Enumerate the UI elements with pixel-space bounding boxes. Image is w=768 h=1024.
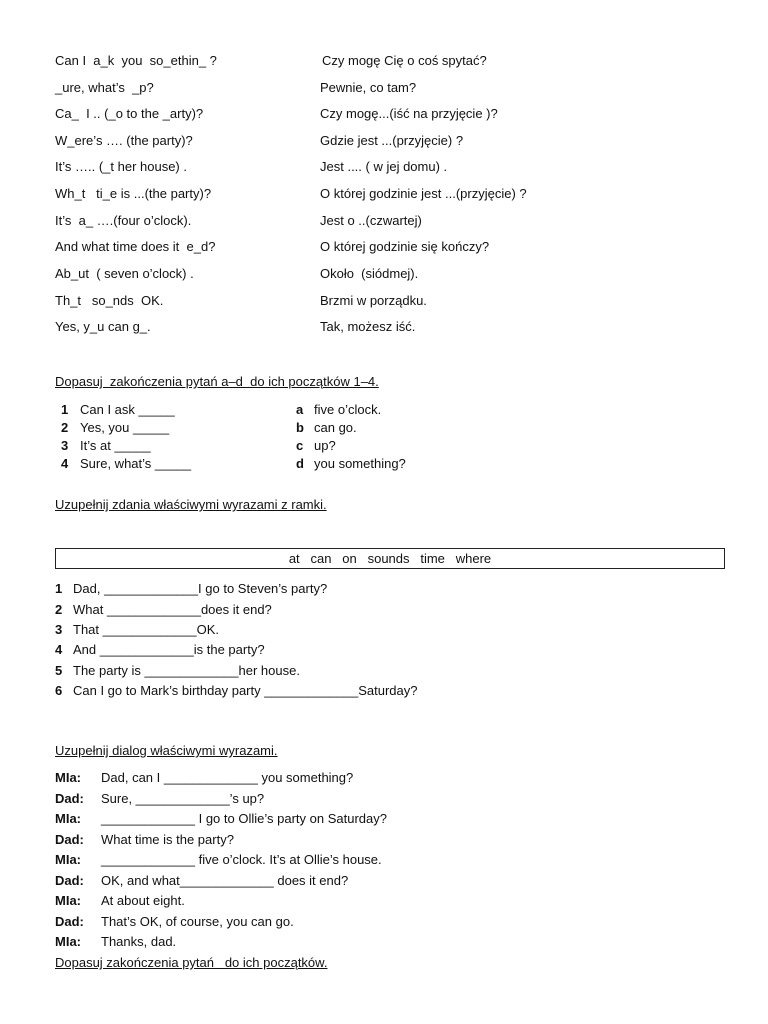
dialog-line: Thanks, dad. [101, 934, 177, 949]
matching-start: Can I ask _____ [80, 402, 175, 417]
section-heading-matching: Dopasuj zakończenia pytań a–d do ich początków 1–4. [55, 374, 379, 389]
item-number: 3 [61, 438, 69, 453]
phrase-pl: Jest .... ( w jej domu) . [320, 159, 448, 174]
matching-start: Yes, you _____ [80, 420, 170, 435]
phrase-pl: O której godzinie jest ...(przyjęcie) ? [320, 186, 527, 201]
phrase-en: Ab_ut ( seven o’clock) . [55, 266, 194, 281]
speaker-label: MIa: [55, 934, 81, 949]
item-letter: a [296, 402, 304, 417]
phrase-pl: Jest o ..(czwartej) [320, 213, 422, 228]
speaker-label: Dad: [55, 914, 84, 929]
phrase-en: Wh_t ti_e is ...(the party)? [55, 186, 212, 201]
item-number: 1 [61, 402, 69, 417]
dialog-line: At about eight. [101, 893, 185, 908]
section-heading-dialog: Uzupełnij dialog właściwymi wyrazami. [55, 743, 278, 758]
dialog-line: Sure, _____________’s up? [101, 791, 265, 806]
fill-sentence: Can I go to Mark’s birthday party _____________Saturday? [73, 683, 418, 698]
phrase-pl: Tak, możesz iść. [320, 319, 416, 334]
matching-start: Sure, what’s _____ [80, 456, 192, 471]
speaker-label: Dad: [55, 832, 84, 847]
dialog-line: _____________ five o’clock. It’s at Ollie’s house. [101, 852, 382, 867]
item-letter: d [296, 456, 304, 471]
speaker-label: MIa: [55, 770, 81, 785]
phrase-pl: Około (siódmej). [320, 266, 419, 281]
fill-sentence: That _____________OK. [73, 622, 220, 637]
fill-sentence: Dad, _____________I go to Steven’s party? [73, 581, 328, 596]
phrase-pl: Pewnie, co tam? [320, 80, 417, 95]
item-number: 3 [55, 622, 63, 637]
speaker-label: Dad: [55, 791, 84, 806]
phrase-en: Can I a_k you so_ethin_ ? [55, 53, 217, 68]
dialog-line: OK, and what_____________ does it end? [101, 873, 349, 888]
phrase-en: _ure, what’s _p? [55, 80, 154, 95]
item-number: 6 [55, 683, 63, 698]
item-number: 2 [61, 420, 69, 435]
phrase-en: Yes, y_u can g_. [55, 319, 151, 334]
dialog-line: That’s OK, of course, you can go. [101, 914, 294, 929]
fill-sentence: And _____________is the party? [73, 642, 265, 657]
fill-sentence: The party is _____________her house. [73, 663, 300, 678]
item-number: 5 [55, 663, 63, 678]
phrase-en: It’s a_ ….(four o’clock). [55, 213, 192, 228]
matching-end: five o’clock. [314, 402, 382, 417]
dialog-line: What time is the party? [101, 832, 234, 847]
matching-end: can go. [314, 420, 357, 435]
phrase-en: W_ere’s …. (the party)? [55, 133, 193, 148]
item-number: 4 [55, 642, 63, 657]
section-heading-fill-box: Uzupełnij zdania właściwymi wyrazami z ramki. [55, 497, 327, 512]
phrase-pl: Czy mogę...(iść na przyjęcie )? [320, 106, 498, 121]
phrase-pl: Brzmi w porządku. [320, 293, 427, 308]
word-box [55, 548, 725, 569]
phrase-pl: Gdzie jest ...(przyjęcie) ? [320, 133, 464, 148]
matching-end: you something? [314, 456, 406, 471]
speaker-label: MIa: [55, 811, 81, 826]
phrase-en: It’s ….. (_t her house) . [55, 159, 187, 174]
phrase-en: Ca_ I .. (_o to the _arty)? [55, 106, 204, 121]
item-number: 4 [61, 456, 69, 471]
speaker-label: MIa: [55, 852, 81, 867]
item-letter: b [296, 420, 304, 435]
dialog-line: Dad, can I _____________ you something? [101, 770, 354, 785]
fill-sentence: What _____________does it end? [73, 602, 272, 617]
matching-end: up? [314, 438, 336, 453]
item-number: 1 [55, 581, 63, 596]
word-box-text: at can on sounds time where [288, 551, 492, 566]
phrase-en: Th_t so_nds OK. [55, 293, 164, 308]
matching-start: It’s at _____ [80, 438, 151, 453]
speaker-label: Dad: [55, 873, 84, 888]
phrase-pl: Czy mogę Cię o coś spytać? [322, 53, 487, 68]
footer-heading: Dopasuj zakończenia pytań do ich początków. [55, 955, 328, 970]
speaker-label: MIa: [55, 893, 81, 908]
phrase-en: And what time does it e_d? [55, 239, 216, 254]
phrase-pl: O której godzinie się kończy? [320, 239, 490, 254]
item-letter: c [296, 438, 304, 453]
dialog-line: _____________ I go to Ollie’s party on Saturday? [101, 811, 387, 826]
item-number: 2 [55, 602, 63, 617]
